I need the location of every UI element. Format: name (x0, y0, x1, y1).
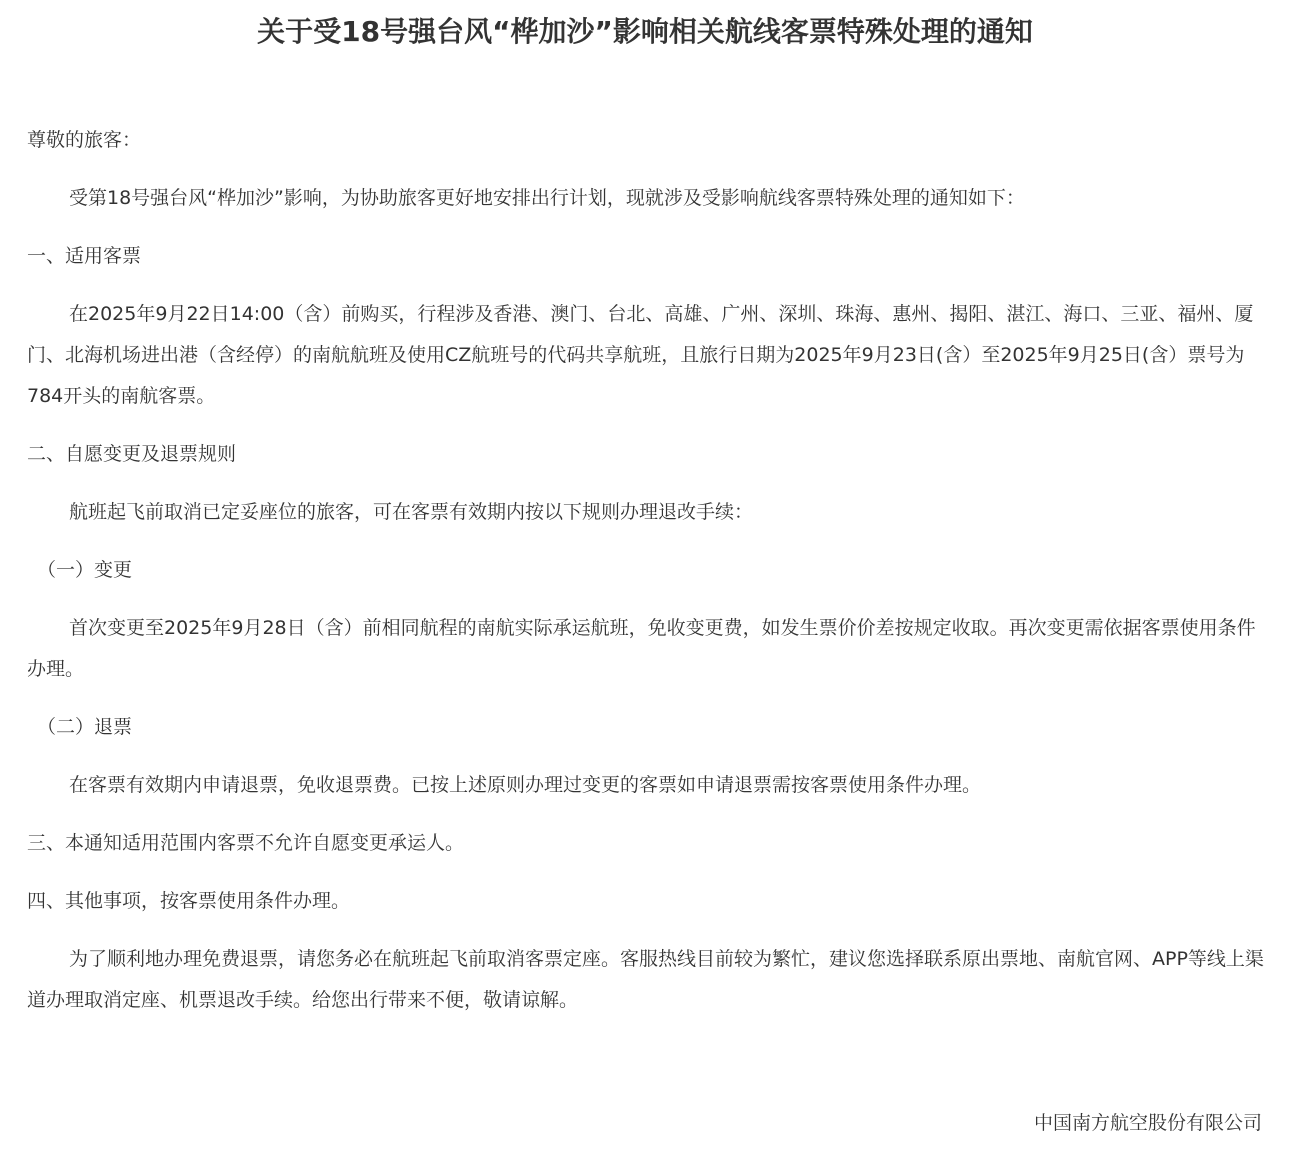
section-other-matters: 四、其他事项，按客票使用条件办理。 (27, 890, 351, 912)
notice-title: 关于受18号强台风“桦加沙”影响相关航线客票特殊处理的通知 (257, 15, 1033, 48)
signature: 中国南方航空股份有限公司 (1033, 1112, 1262, 1134)
section-heading-change-refund-rules: 二、自愿变更及退票规则 (27, 443, 237, 465)
subsection-heading-change: （一）变更 (37, 559, 133, 581)
change-refund-rules-paragraph: 航班起飞前取消已定妥座位的旅客，可在客票有效期内按以下规则办理退改手续： (69, 501, 754, 523)
section-heading-applicable-tickets: 一、适用客票 (27, 245, 142, 267)
section-carrier-change: 三、本通知适用范围内客票不允许自愿变更承运人。 (27, 832, 465, 854)
refund-paragraph: 在客票有效期内申请退票，免收退票费。已按上述原则办理过变更的客票如申请退票需按客票使用条件办理。 (69, 774, 982, 796)
change-paragraph: 首次变更至2025年9月28日（含）前相同航程的南航实际承运航班，免收变更费，如发生票价价差按规定收取。再次变更需依据客票使用条件办理。 (27, 617, 1256, 680)
subsection-heading-refund: （二）退票 (37, 716, 133, 738)
notice-body (27, 120, 1272, 1038)
closing-paragraph: 为了顺利地办理免费退票，请您务必在航班起飞前取消客票定座。客服热线目前较为繁忙，建议您选择联系原出票地、南航官网、APP等线上渠道办理取消定座、机票退改手续。给您出行带来不便，敬请谅解。 (27, 948, 1264, 1011)
intro-paragraph: 受第18号强台风“桦加沙”影响，为协助旅客更好地安排出行计划，现就涉及受影响航线客票特殊处理的通知如下： (69, 187, 1025, 209)
greeting: 尊敬的旅客： (27, 129, 142, 151)
applicable-tickets-paragraph: 在2025年9月22日14:00（含）前购买，行程涉及香港、澳门、台北、高雄、广州、深圳、珠海、惠州、揭阳、湛江、海口、三亚、福州、厦门、北海机场进出港（含经停）的南航航班及使用CZ航班号的代码共享航班，且旅行日期为2025年9月23日(含）至2025年9月25日(含）票号为784开头的南航客票。 (27, 303, 1254, 407)
